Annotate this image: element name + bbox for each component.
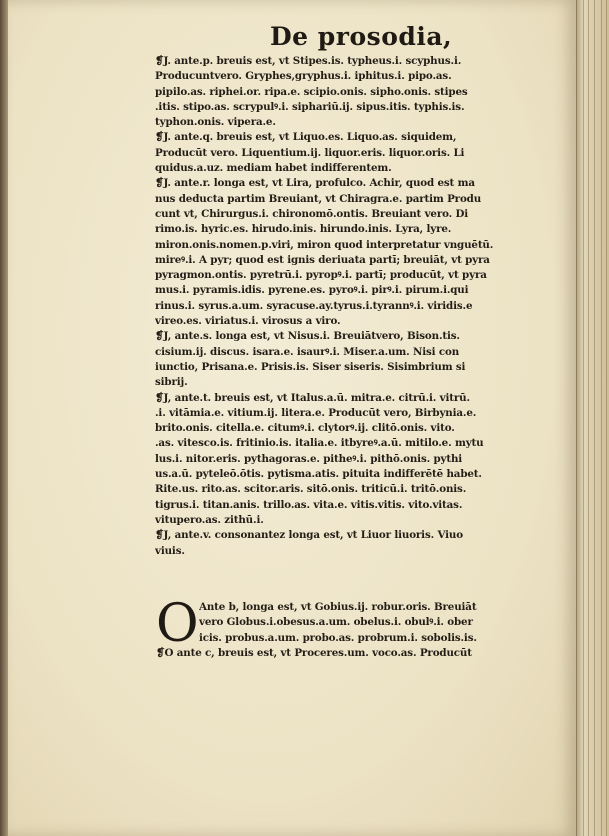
text-line: mus.i. pyramis.idis. pyrene.es. pyroꝰ.i. pirꝰ.i. pirum.i.qui	[155, 284, 469, 297]
text-line: rimo.is. hyric.es. hirudo.inis. hirundo.inis. Lyra, lyre.	[155, 223, 452, 236]
page-edges	[576, 0, 609, 836]
text-line: rinus.i. syrus.a.um. syracuse.ay.tyrus.i.tyrannꝰ.i. viridis.e	[155, 299, 473, 312]
text-line: ❡J. ante.q. breuis est, vt Liquo.es. Liquo.as. siquidem,	[155, 131, 457, 144]
text-line: typhon.onis. vipera.e.	[155, 116, 276, 129]
text-line: nus deducta partim Breuiant, vt Chiragra.e. partim Produ	[155, 192, 482, 205]
body-text	[155, 54, 547, 559]
text-line: pipilo.as. riphei.or. ripa.e. scipio.onis. sipho.onis. stipes	[155, 85, 468, 98]
text-line: ❡J, ante.v. consonantez longa est, vt Liuor liuoris. Viuo	[155, 529, 463, 542]
text-line: ❡J, ante.s. longa est, vt Nisus.i. Breuiātvero, Bison.tis.	[155, 330, 460, 343]
text-line: icis. probus.a.um. probo.as. probrum.i. sobolis.is.	[199, 631, 477, 644]
text-line: vero Globus.i.obesus.a.um. obelus.i. obulꝰ.i. ober	[199, 616, 473, 629]
book-gutter	[0, 0, 8, 836]
text-line: vireo.es. viriatus.i. virosus a viro.	[155, 315, 341, 328]
text-line: quidus.a.uz. mediam habet indifferentem.	[155, 162, 392, 175]
text-line: pyragmon.ontis. pyretrū.i. pyropꝰ.i. partī; producūt, vt pyra	[155, 269, 487, 282]
text-line: iunctio, Prisana.e. Prisis.is. Siser siseris. Sisimbrium si	[155, 360, 466, 373]
running-heading: De prosodia,	[270, 22, 453, 51]
text-line: viuis.	[155, 544, 185, 557]
initial-letter-o: O	[156, 594, 199, 654]
o-section-text	[156, 600, 547, 661]
text-line: brito.onis. citella.e. citumꝰ.i. clytorꝰ.ij. clitō.onis. vito.	[155, 422, 455, 435]
text-line: ❡O ante c, breuis est, vt Proceres.um. voco.as. Producūt	[156, 646, 472, 659]
text-line: Rite.us. rito.as. scitor.aris. sitō.onis. triticū.i. tritō.onis.	[155, 483, 467, 496]
text-line: .i. vitāmia.e. vitium.ij. litera.e. Producūt vero, Birbynia.e.	[155, 406, 477, 419]
text-line: mireꝰ.i. A pyr; quod est ignis deriuata partī; breuiāt, vt pyra	[155, 253, 490, 266]
text-line: cisium.ij. discus. isara.e. isaurꝰ.i. Miser.a.um. Nisi con	[155, 345, 460, 358]
text-line: .itis. stipo.as. scrypulꝰ.i. siphariū.ij. sipus.itis. typhis.is.	[155, 100, 465, 113]
text-line: lus.i. nitor.eris. pythagoras.e. pitheꝰ.i. pithō.onis. pythi	[155, 452, 463, 465]
text-line: sibrij.	[155, 376, 188, 389]
text-line: miron.onis.nomen.p.viri, miron quod interpretatur vnguētū.	[155, 238, 494, 251]
text-line: ❡J. ante.r. longa est, vt Lira, profulco. Achir, quod est ma	[155, 177, 475, 190]
text-line: vitupero.as. zithū.i.	[155, 513, 264, 526]
text-line: tigrus.i. titan.anis. trillo.as. vita.e. vitis.vitis. vito.vitas.	[155, 498, 463, 511]
text-line: Producuntvero. Gryphes,gryphus.i. iphitus.i. pipo.as.	[155, 70, 452, 83]
text-line: us.a.ū. pyteleō.ōtis. pytisma.atis. pituita indifferētē habet.	[155, 468, 482, 481]
text-line: ❡J, ante.t. breuis est, vt Italus.a.ū. mitra.e. citrū.i. vitrū.	[155, 391, 470, 404]
text-line: Producūt vero. Liquentium.ij. liquor.eris. liquor.oris. Li	[155, 146, 465, 159]
text-line: cunt vt, Chirurgus.i. chironomō.ontis. Breuiant vero. Di	[155, 207, 469, 220]
text-line: .as. vitesco.is. fritinio.is. italia.e. itbyreꝰ.a.ū. mitilo.e. mytu	[155, 437, 484, 450]
text-line: ❡J. ante.p. breuis est, vt Stipes.is. typheus.i. scyphus.i.	[155, 55, 462, 67]
text-line: Ante b, longa est, vt Gobius.ij. robur.oris. Breuiāt	[199, 601, 477, 613]
